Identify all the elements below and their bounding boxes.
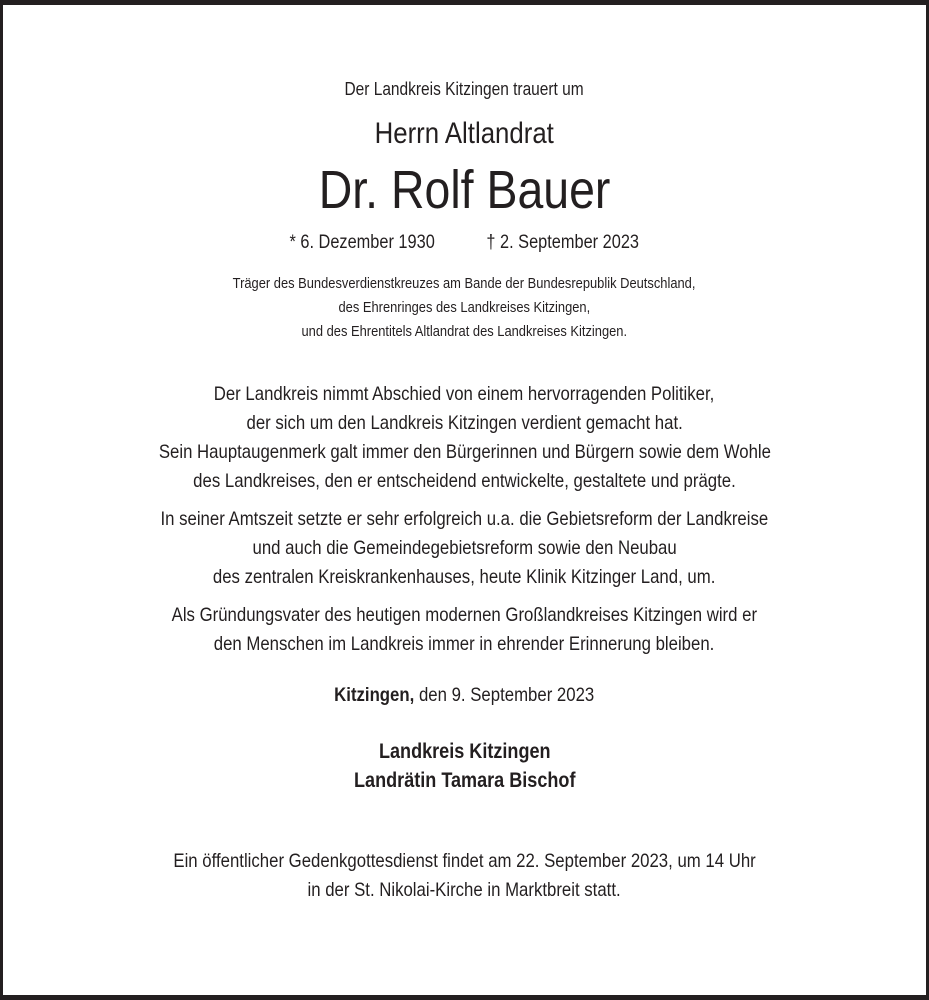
honor-text: des Ehrenringes des Landkreises Kitzingen, [338,299,591,316]
signature-line [3,740,926,764]
honorific [3,117,926,151]
paragraph-text: des Landkreises, den er entscheidend entwickelte, gestaltete und prägte. [193,470,736,492]
name-text: Dr. Rolf Bauer [318,160,611,220]
place: Kitzingen, [334,684,415,706]
paragraph-text: und auch die Gemeindegebietsreform sowie den Neubau [252,537,677,559]
paragraph-text: Sein Hauptaugenmerk galt immer den Bürgerinnen und Bürgern sowie dem Wohle [158,441,771,463]
paragraph-line [3,604,926,627]
honor-text: und des Ehrentitels Altlandrat des Landkreises Kitzingen. [301,323,628,340]
deceased-name [3,159,926,221]
paragraph-text: Als Gründungsvater des heutigen modernen Großlandkreises Kitzingen wird er [171,604,758,626]
intro-line [3,79,926,100]
paragraph-text: des zentralen Kreiskrankenhauses, heute Klinik Kitzinger Land, um. [213,566,716,588]
honor-line [3,299,926,316]
paragraph-text: In seiner Amtszeit setzte er sehr erfolgreich u.a. die Gebietsreform der Landkreise [160,508,769,530]
service-line [3,879,926,902]
paragraph-line [3,383,926,406]
paragraph-line [3,470,926,493]
paragraph-line [3,566,926,589]
honor-line [3,275,926,292]
service-line [3,850,926,873]
paragraph-text: den Menschen im Landkreis immer in ehrender Erinnerung bleiben. [214,633,715,655]
intro-text: Der Landkreis Kitzingen trauert um [344,79,585,99]
paragraph-text: Der Landkreis nimmt Abschied von einem hervorragenden Politiker, [214,383,715,405]
service-text: Ein öffentlicher Gedenkgottesdienst findet am 22. September 2023, um 14 Uhr [173,850,756,872]
honorific-text: Herrn Altlandrat [374,117,555,150]
place-date-line [3,684,926,707]
death-date: † 2. September 2023 [486,232,640,253]
paragraph-line [3,412,926,435]
signature-text: Landrätin Tamara Bischof [353,769,576,792]
paragraph-line [3,441,926,464]
honor-text: Träger des Bundesverdienstkreuzes am Bande der Bundesrepublik Deutschland, [233,275,696,292]
obituary-notice [3,5,926,995]
signature-line [3,769,926,793]
paragraph-text: der sich um den Landkreis Kitzingen verdient gemacht hat. [246,412,683,434]
paragraph-line [3,633,926,656]
paragraph-line [3,508,926,531]
honor-line [3,323,926,340]
birth-date: * 6. Dezember 1930 [289,232,436,253]
service-text: in der St. Nikolai-Kirche in Marktbreit statt. [307,879,622,901]
paragraph-line [3,537,926,560]
life-dates [3,232,926,254]
signature-text: Landkreis Kitzingen [378,740,551,763]
date: den 9. September 2023 [414,684,595,706]
